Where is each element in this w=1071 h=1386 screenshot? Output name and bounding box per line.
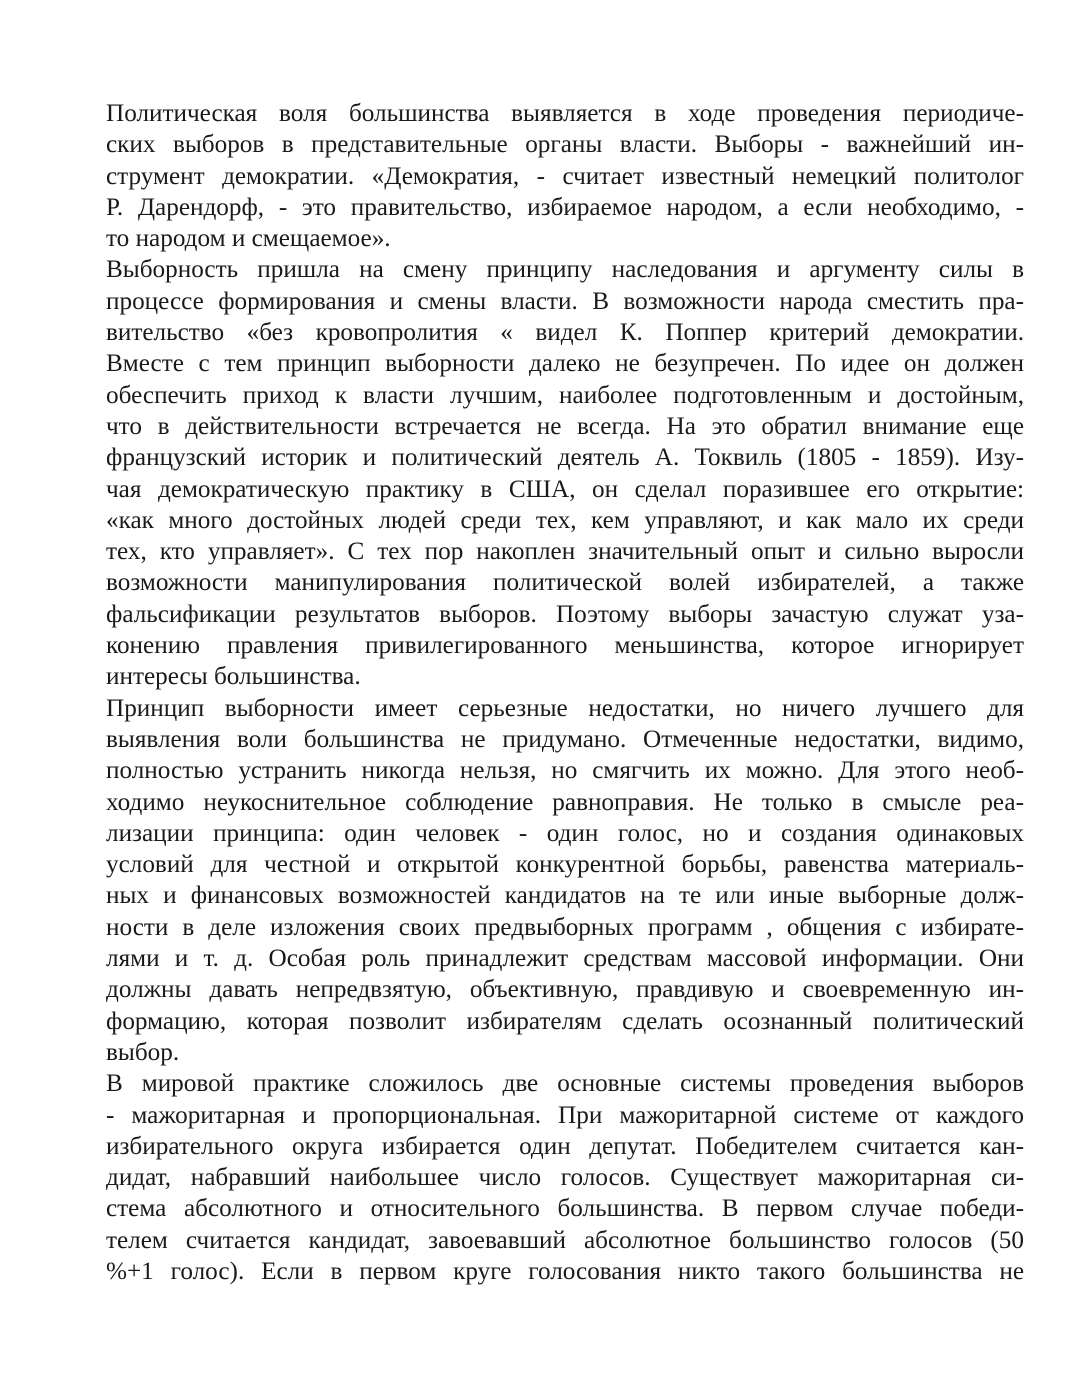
text-line: %+1 голос). Если в первом круге голосования никто такого большинства не <box>106 1257 1024 1285</box>
text-line: стема абсолютного и относительного большинства. В первом случае победи- <box>106 1195 1024 1223</box>
paragraph <box>80 693 1024 1069</box>
text-line: должны давать непредвзятую, объективную, правдивую и своевременную ин- <box>106 976 1024 1004</box>
text-line: чая демократическую практику в США, он сделал поразившее его открытие: <box>106 475 1024 503</box>
text-line: Политическая воля большинства выявляется в ходе проведения периодиче- <box>106 100 1024 127</box>
text-line: что в действительности встречается не всегда. На это обратил внимание еще <box>106 412 1024 440</box>
text-line: «как много достойных людей среди тех, кем управляют, и как мало их среди <box>106 506 1024 534</box>
text-line: возможности манипулирования политической волей избирателей, а также <box>106 569 1024 597</box>
text-line: ходимо неукоснительное соблюдение равноправия. Не только в смысле реа- <box>106 788 1024 816</box>
text-line: выбор. <box>106 1038 180 1066</box>
text-line: телем считается кандидат, завоевавший абсолютное большинство голосов (50 <box>106 1226 1024 1254</box>
text-line: избирательного округа избирается один депутат. Победителем считается кан- <box>106 1132 1024 1160</box>
text-line: ности в деле изложения своих предвыборных программ , общения с избирате- <box>106 913 1024 941</box>
text-line: - мажоритарная и пропорциональная. При мажоритарной системе от каждого <box>106 1101 1024 1129</box>
text-line: лизации принципа: один человек - один голос, но и создания одинаковых <box>106 819 1024 847</box>
text-line: струмент демократии. «Демократия, - считает известный немецкий политолог <box>106 162 1024 190</box>
text-line: процессе формирования и смены власти. В возможности народа сместить пра- <box>106 287 1024 315</box>
paragraph <box>80 1068 1024 1287</box>
text-line: интересы большинства. <box>106 663 361 691</box>
text-line: лями и т. д. Особая роль принадлежит средствам массовой информации. Они <box>106 945 1024 973</box>
text-line: конению правления привилегированного меньшинства, которое игнорирует <box>106 632 1024 660</box>
text-line: В мировой практике сложилось две основные системы проведения выборов <box>106 1070 1024 1098</box>
text-line: обеспечить приход к власти лучшим, наиболее подготовленным и достойным, <box>106 381 1024 409</box>
paragraph <box>80 98 1024 254</box>
text-line: ных и финансовых возможностей кандидатов на те или иные выборные долж- <box>106 882 1024 910</box>
text-line: французский историк и политический деятель А. Токвиль (1805 - 1859). Изу- <box>106 444 1024 472</box>
text-line: полностью устранить никогда нельзя, но смягчить их можно. Для этого необ- <box>106 757 1024 785</box>
text-line: фальсификации результатов выборов. Поэтому выборы зачастую служат уза- <box>106 600 1024 628</box>
text-line: вительство «без кровопролития « видел К. Поппер критерий демократии. <box>106 319 1024 347</box>
text-line: Вместе с тем принцип выборности далеко не безупречен. По идее он должен <box>106 350 1024 378</box>
text-line: условий для честной и открытой конкурентной борьбы, равенства материаль- <box>106 851 1024 879</box>
text-line: Р. Дарендорф, - это правительство, избираемое народом, а если необходимо, - <box>106 193 1024 221</box>
paragraph <box>80 254 1024 692</box>
text-line: формацию, которая позволит избирателям сделать осознанный политический <box>106 1007 1024 1035</box>
text-line: Выборность пришла на смену принципу наследования и аргументу силы в <box>106 256 1024 284</box>
text-line: Принцип выборности имеет серьезные недостатки, но ничего лучшего для <box>106 694 1024 722</box>
text-line: тех, кто управляет». С тех пор накоплен значительный опыт и сильно выросли <box>106 538 1024 566</box>
text-line: дидат, набравший наибольшее число голосов. Существует мажоритарная си- <box>106 1164 1024 1192</box>
document-page <box>80 98 1024 1287</box>
text-line: то народом и смещаемое». <box>106 225 391 253</box>
text-line: ских выборов в представительные органы власти. Выборы - важнейший ин- <box>106 131 1024 159</box>
text-line: выявления воли большинства не придумано. Отмеченные недостатки, видимо, <box>106 725 1024 753</box>
